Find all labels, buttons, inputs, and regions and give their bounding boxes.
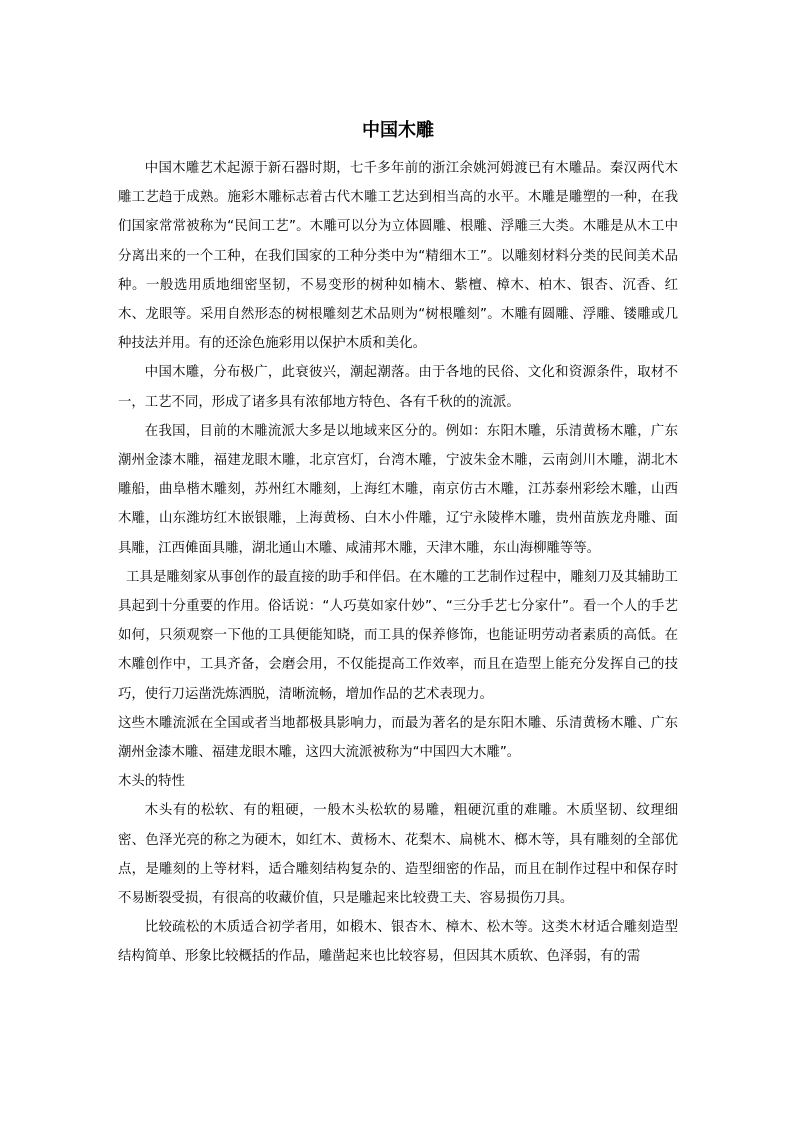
paragraph-hardwood: 木头有的松软、有的粗硬，一般木头松软的易雕，粗硬沉重的难雕。木质坚韧、纹理细密、色泽光亮的称之为硬木，如红木、黄杨木、花梨木、扁桃木、榔木等，具有雕刻的全部优点，是雕刻的上等材料，适合雕刻结构复杂的、造型细密的作品，而且在制作过程中和保存时不易断裂受损，有很高的收藏价值，只是雕起来比较费工夫、容易损伤刀具。 (118, 803, 678, 907)
paragraph-distribution: 中国木雕，分布极广，此衰彼兴，潮起潮落。由于各地的民俗、文化和资源条件，取材不一，工艺不同，形成了诸多具有浓郁地方特色、各有千秋的的流派。 (118, 365, 678, 410)
document-page (118, 118, 678, 972)
paragraph-four-schools: 这些木雕流派在全国或者当地都极具影响力，而最为著名的是东阳木雕、乐清黄杨木雕、广东潮州金漆木雕、福建龙眼木雕，这四大流派被称为“中国四大木雕”。 (118, 715, 678, 761)
paragraph-tools: 工具是雕刻家从事创作的最直接的助手和伴侣。在木雕的工艺制作过程中，雕刻刀及其辅助工具起到十分重要的作用。俗话说：“人巧莫如家什妙”、“三分手艺七分家什”。看一个人的手艺如何，只须观察一下他的工具便能知晓，而工具的保养修饰，也能证明劳动者素质的高低。在木雕创作中，工具齐备，会磨会用，不仅能提高工作效率，而且在造型上能充分发挥自己的技巧，使行刀运凿洗炼洒脱，清晰流畅，增加作品的艺术表现力。 (118, 569, 678, 702)
section-heading-wood-properties: 木头的特性 (118, 774, 185, 790)
paragraph-schools: 在我国，目前的木雕流派大多是以地域来区分的。例如：东阳木雕，乐清黄杨木雕，广东潮州金漆木雕，福建龙眼木雕，北京宫灯，台湾木雕，宁波朱金木雕，云南剑川木雕，湖北木雕船，曲阜楷木雕刻，苏州红木雕刻，上海红木雕，南京仿古木雕，江苏泰州彩绘木雕，山西木雕，山东潍坊红木嵌银雕，上海黄杨、白木小件雕，辽宁永陵桦木雕，贵州苗族龙舟雕、面具雕，江西傩面具雕，湖北通山木雕、咸浦邦木雕，天津木雕，东山海柳雕等等。 (118, 423, 678, 556)
document-title: 中国木雕 (362, 120, 434, 141)
paragraph-origin: 中国木雕艺术起源于新石器时期，七千多年前的浙江余姚河姆渡已有木雕品。秦汉两代木雕工艺趋于成熟。施彩木雕标志着古代木雕工艺达到相当高的水平。木雕是雕塑的一种，在我们国家常常被称为“民间工艺”。木雕可以分为立体圆雕、根雕、浮雕三大类。木雕是从木工中分离出来的一个工种，在我们国家的工种分类中为“精细木工”。以雕刻材料分类的民间美术品种。一般选用质地细密坚韧，不易变形的树种如楠木、紫檀、樟木、柏木、银杏、沉香、红木、龙眼等。采用自然形态的树根雕刻艺术品则为“树根雕刻”。木雕有圆雕、浮雕、镂雕或几种技法并用。有的还涂色施彩用以保护木质和美化。 (118, 161, 678, 352)
paragraph-softwood: 比较疏松的木质适合初学者用，如椴木、银杏木、樟木、松木等。这类木材适合雕刻造型结构简单、形象比较概括的作品，雕凿起来也比较容易，但因其木质软、色泽弱，有的需 (118, 920, 678, 965)
